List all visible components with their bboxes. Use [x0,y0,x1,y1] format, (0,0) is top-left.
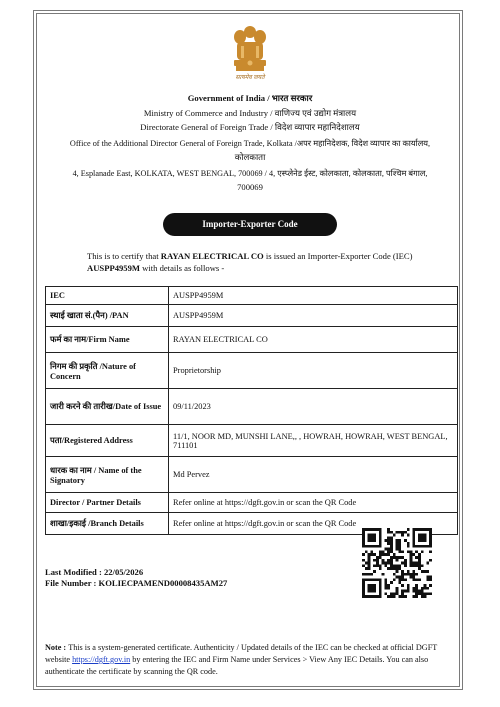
table-row [46,389,458,425]
certificate-title-badge: Importer-Exporter Code [163,213,337,236]
office-line: Office of the Additional Director General of Foreign Trade, Kolkata /अपर महानिदेशक, विदेश व्यापार का कार्यालय, [69,139,431,148]
note-text-continued: by entering the IEC and Firm Name under Services > View Any IEC Details. You can also authenticate the certificate by scanning the QR code. [45,655,429,676]
address-pincode: 700069 [237,182,263,192]
office-line-city: कोलकाता [234,152,266,162]
table-row [46,457,458,493]
row-label: पता/Registered Address [46,425,169,457]
last-modified: Last Modified : 22/05/2026 [45,567,144,577]
certify-text-mid: is issued an Importer-Exporter Code (IEC) [263,251,413,261]
row-label: जारी करने की तारीख/Date of Issue [46,389,169,425]
national-emblem-icon [228,22,272,80]
table-row [46,327,458,353]
certify-firm-name: RAYAN ELECTRICAL CO [160,251,264,261]
row-value: AUSPP4959M [169,287,458,305]
row-value: Refer online at https://dgft.gov.in or scan the QR Code [169,513,458,535]
file-number: File Number : KOLIECPAMEND00008435AM27 [45,578,228,588]
ministry-line: Ministry of Commerce and Industry / वाणिज्य एवं उद्योग मंत्रालय [143,108,357,118]
note-text: This is a system-generated certificate. Authenticity / Updated details of the IEC can be checked at official DGFT website [45,643,438,664]
row-value: 09/11/2023 [169,389,458,425]
dgft-website-link[interactable]: https://dgft.gov.in [72,655,131,664]
row-label: शाखा/इकाई /Branch Details [46,513,169,535]
table-row [46,305,458,327]
address-line: 4, Esplanade East, KOLKATA, WEST BENGAL, 700069 / 4, एस्प्लेनेड ईस्ट, कोलकाता, कोलकाता, पश्चिम बंगाल, [72,169,428,178]
row-value: RAYAN ELECTRICAL CO [169,327,458,353]
dgft-line: Directorate General of Foreign Trade / विदेश व्यापार महानिदेशालय [140,122,360,132]
row-label: स्थाई खाता सं.(पैन) /PAN [46,305,169,327]
row-value: Proprietorship [169,353,458,389]
row-label: Director / Partner Details [46,493,169,513]
row-value: AUSPP4959M [169,305,458,327]
row-label: फर्म का नाम/Firm Name [46,327,169,353]
note-section [45,642,457,678]
table-row [46,287,458,305]
certify-iec-code: AUSPP4959M [87,263,140,273]
table-row [46,493,458,513]
certify-text-pre: This is to certify that [87,251,161,261]
emblem-motto: सत्यमेव जयते [235,75,265,81]
iec-details-table [45,286,458,535]
note-label: Note : [45,643,69,652]
row-label: धारक का नाम / Name of the Signatory [46,457,169,493]
certify-text-post: with details as follows - [140,263,225,273]
table-row [46,425,458,457]
row-value: 11/1, NOOR MD, MUNSHI LANE,, , HOWRAH, HOWRAH, WEST BENGAL, 711101 [169,425,458,457]
row-value: Refer online at https://dgft.gov.in or scan the QR Code [169,493,458,513]
certification-statement [87,250,417,274]
government-heading: Government of India / भारत सरकार [187,93,313,103]
table-row [46,353,458,389]
row-label: निगम की प्रकृति /Nature of Concern [46,353,169,389]
row-label: IEC [46,287,169,305]
row-value: Md Pervez [169,457,458,493]
qr-code-icon[interactable] [362,528,432,598]
